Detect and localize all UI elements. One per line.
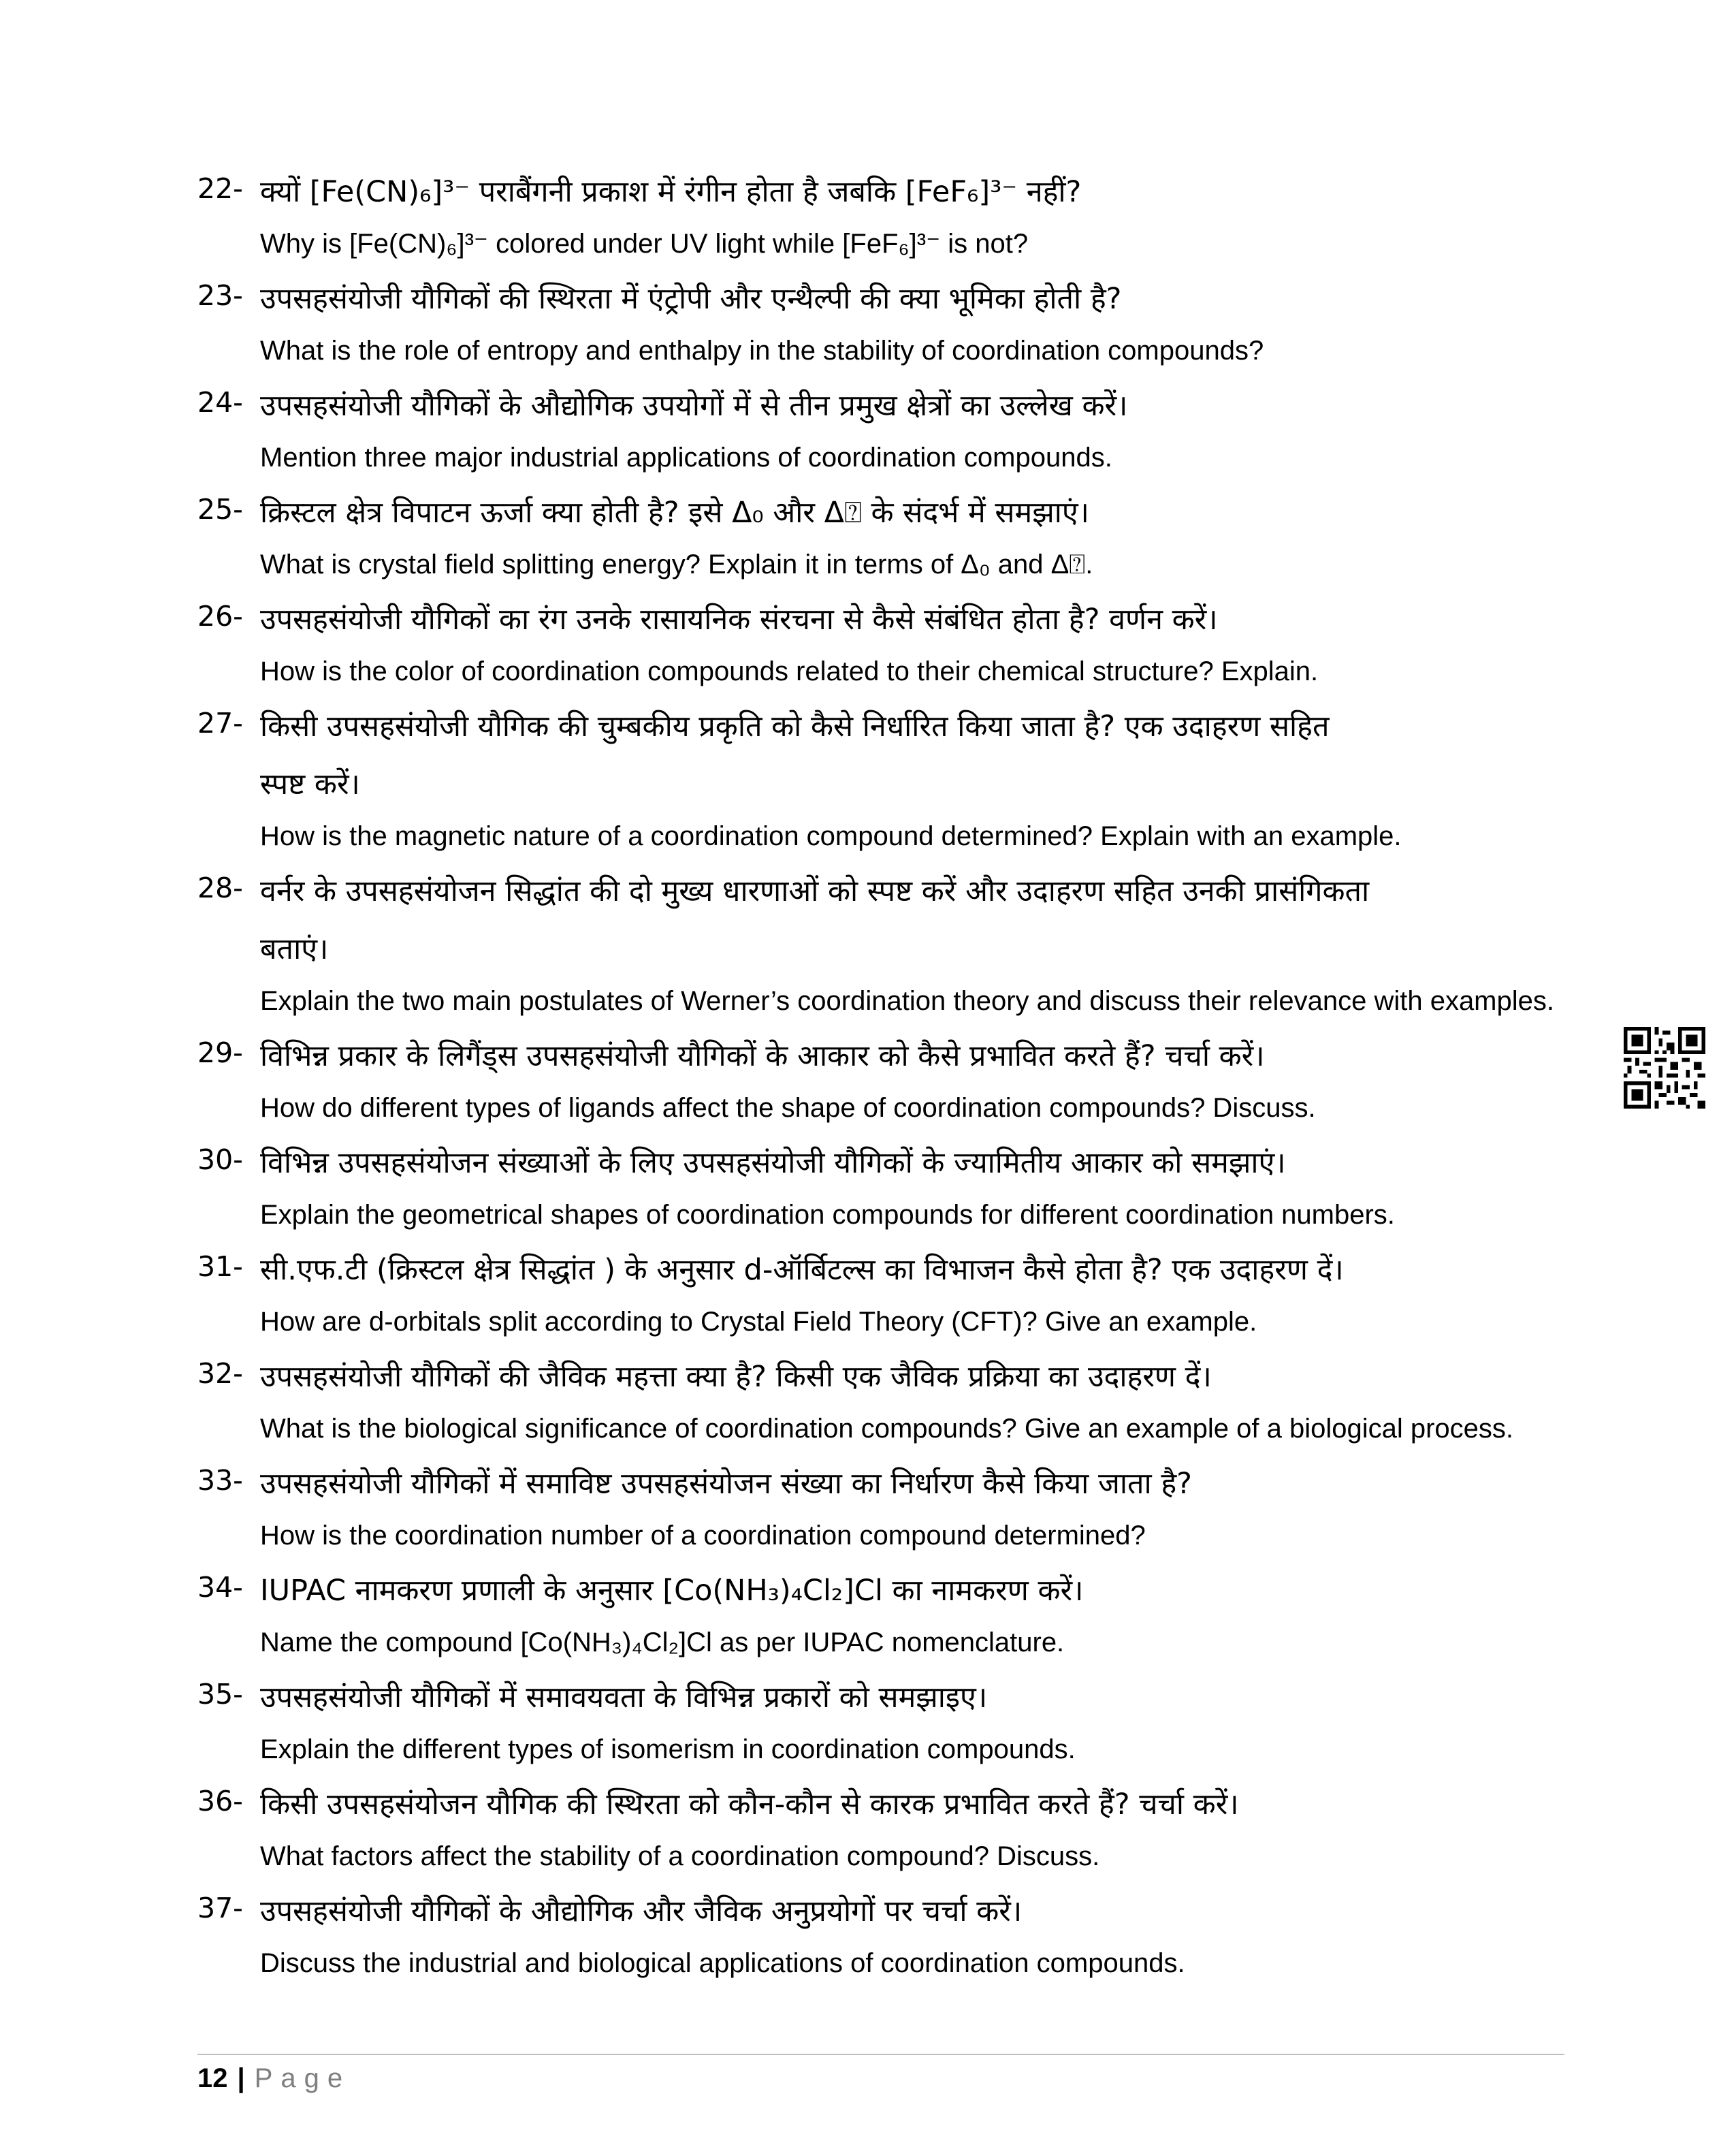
question-english-text: How are d-orbitals split according to Crystal Field Theory (CFT)? Give an example. [260, 1307, 1257, 1337]
question-english-text: Explain the different types of isomerism in coordination compounds. [260, 1734, 1076, 1764]
question-english-text: Discuss the industrial and biological applications of coordination compounds. [260, 1948, 1185, 1978]
question-hindi-text: किसी उपसहसंयोजी यौगिक की चुम्बकीय प्रकृति को कैसे निर्धारित किया जाता है? एक उदाहरण सहित [260, 710, 1330, 744]
footer-divider [197, 2054, 1564, 2055]
question-item [197, 1669, 1559, 1776]
question-hindi-text: उपसहसंयोजी यौगिकों की स्थिरता में एंट्रोपी और एन्थैल्पी की क्या भूमिका होती है? [260, 282, 1122, 316]
question-english-text: What is crystal field splitting energy? Explain it in terms of Δ₀ and Δ⍰. [260, 550, 1093, 579]
question-number: 31- [197, 1250, 243, 1283]
question-english-text: Explain the geometrical shapes of coordination compounds for different coordination numbers. [260, 1200, 1395, 1230]
question-number: 35- [197, 1678, 243, 1711]
question-hindi-text: उपसहसंयोजी यौगिकों की जैविक महत्ता क्या है? किसी एक जैविक प्रक्रिया का उदाहरण दें। [260, 1360, 1212, 1394]
question-body [260, 698, 1559, 863]
question-body [260, 863, 1559, 1028]
question-hindi-text: स्पष्ट करें। [260, 767, 360, 801]
question-hindi-text: उपसहसंयोजी यौगिकों में समाविष्ट उपसहसंयोजन संख्या का निर्धारण कैसे किया जाता है? [260, 1467, 1193, 1501]
question-item [197, 1776, 1559, 1883]
question-english-text: Name the compound [Co(NH₃)₄Cl₂]Cl as per IUPAC nomenclature. [260, 1627, 1065, 1657]
question-english-text: What factors affect the stability of a coordination compound? Discuss. [260, 1841, 1100, 1871]
question-item [197, 698, 1559, 863]
question-hindi-text: वर्नर के उपसहसंयोजन सिद्धांत की दो मुख्य धारणाओं को स्पष्ट करें और उदाहरण सहित उनकी प्रासंगिकता [260, 874, 1370, 908]
question-body [260, 1348, 1559, 1455]
question-item [197, 484, 1559, 591]
question-number: 24- [197, 386, 243, 419]
question-hindi-text: क्यों [Fe(CN)₆]³⁻ पराबैंगनी प्रकाश में रंगीन होता है जबकि [FeF₆]³⁻ नहीं? [260, 175, 1082, 209]
question-item [197, 163, 1559, 270]
question-number: 30- [197, 1143, 243, 1176]
question-number: 22- [197, 172, 243, 205]
question-item [197, 863, 1559, 1028]
question-number: 37- [197, 1892, 243, 1924]
question-item [197, 1348, 1559, 1455]
question-item [197, 1134, 1559, 1241]
page-label: Page [254, 2063, 351, 2093]
question-hindi-text: क्रिस्टल क्षेत्र विपाटन ऊर्जा क्या होती है? इसे Δ₀ और Δ⍰ के संदर्भ में समझाएं। [260, 496, 1089, 530]
question-hindi-text: विभिन्न प्रकार के लिगैंड्स उपसहसंयोजी यौगिकों के आकार को कैसे प्रभावित करते हैं? चर्चा करें। [260, 1039, 1265, 1073]
question-english-text: Mention three major industrial applications of coordination compounds. [260, 443, 1112, 473]
question-number: 23- [197, 279, 243, 312]
question-hindi-text: किसी उपसहसंयोजन यौगिक की स्थिरता को कौन-कौन से कारक प्रभावित करते हैं? चर्चा करें। [260, 1788, 1239, 1822]
question-number: 26- [197, 600, 243, 633]
question-hindi-text: सी.एफ.टी (क्रिस्टल क्षेत्र सिद्धांत ) के अनुसार d-ऑर्बिटल्स का विभाजन कैसे होता है? एक उदाहरण दें। [260, 1253, 1344, 1287]
question-item [197, 1562, 1559, 1669]
question-english-text: Explain the two main postulates of Werner’s coordination theory and discuss their relevance with examples. [260, 986, 1554, 1016]
page-footer [197, 2058, 351, 2099]
question-item [197, 591, 1559, 698]
qr-code[interactable] [1624, 1027, 1705, 1109]
question-number: 34- [197, 1571, 243, 1604]
question-number: 36- [197, 1785, 243, 1817]
question-item [197, 1241, 1559, 1348]
qr-code-icon [1624, 1027, 1705, 1109]
footer-separator: | [237, 2063, 245, 2093]
question-body [260, 1241, 1559, 1348]
question-number: 33- [197, 1464, 243, 1497]
question-english-text: How is the coordination number of a coordination compound determined? [260, 1521, 1146, 1551]
question-body [260, 1776, 1559, 1883]
question-body [260, 1028, 1559, 1134]
question-body [260, 1562, 1559, 1669]
question-list [197, 163, 1559, 1990]
question-body [260, 484, 1559, 591]
question-body [260, 1455, 1559, 1562]
question-number: 29- [197, 1036, 243, 1069]
question-item [197, 377, 1559, 484]
question-item [197, 1455, 1559, 1562]
question-body [260, 1883, 1559, 1990]
question-hindi-text: उपसहसंयोजी यौगिकों का रंग उनके रासायनिक संरचना से कैसे संबंधित होता है? वर्णन करें। [260, 603, 1218, 637]
question-hindi-text: उपसहसंयोजी यौगिकों में समावयवता के विभिन्न प्रकारों को समझाइए। [260, 1681, 988, 1715]
question-english-text: Why is [Fe(CN)₆]³⁻ colored under UV light while [FeF₆]³⁻ is not? [260, 229, 1029, 259]
question-english-text: What is the biological significance of coordination compounds? Give an example of a biological process. [260, 1414, 1514, 1444]
question-number: 27- [197, 707, 243, 740]
question-hindi-text: उपसहसंयोजी यौगिकों के औद्योगिक उपयोगों में से तीन प्रमुख क्षेत्रों का उल्लेख करें। [260, 389, 1128, 423]
question-hindi-text: उपसहसंयोजी यौगिकों के औद्योगिक और जैविक अनुप्रयोगों पर चर्चा करें। [260, 1894, 1023, 1928]
question-body [260, 270, 1559, 377]
question-body [260, 163, 1559, 270]
question-body [260, 1669, 1559, 1776]
question-english-text: How is the color of coordination compounds related to their chemical structure? Explain. [260, 656, 1319, 686]
question-hindi-text: IUPAC नामकरण प्रणाली के अनुसार [Co(NH₃)₄Cl₂]Cl का नामकरण करें। [260, 1574, 1084, 1608]
question-body [260, 591, 1559, 698]
question-item [197, 1028, 1559, 1134]
question-english-text: What is the role of entropy and enthalpy in the stability of coordination compounds? [260, 336, 1264, 366]
question-hindi-text: विभिन्न उपसहसंयोजन संख्याओं के लिए उपसहसंयोजी यौगिकों के ज्यामितीय आकार को समझाएं। [260, 1146, 1286, 1180]
question-number: 32- [197, 1357, 243, 1390]
page-number: 12 [197, 2063, 228, 2093]
question-hindi-text: बताएं। [260, 932, 329, 966]
question-body [260, 377, 1559, 484]
question-english-text: How do different types of ligands affect the shape of coordination compounds? Discuss. [260, 1093, 1316, 1123]
question-number: 28- [197, 872, 243, 904]
question-english-text: How is the magnetic nature of a coordination compound determined? Explain with an example. [260, 821, 1402, 851]
question-body [260, 1134, 1559, 1241]
question-item [197, 270, 1559, 377]
question-item [197, 1883, 1559, 1990]
question-number: 25- [197, 493, 243, 526]
